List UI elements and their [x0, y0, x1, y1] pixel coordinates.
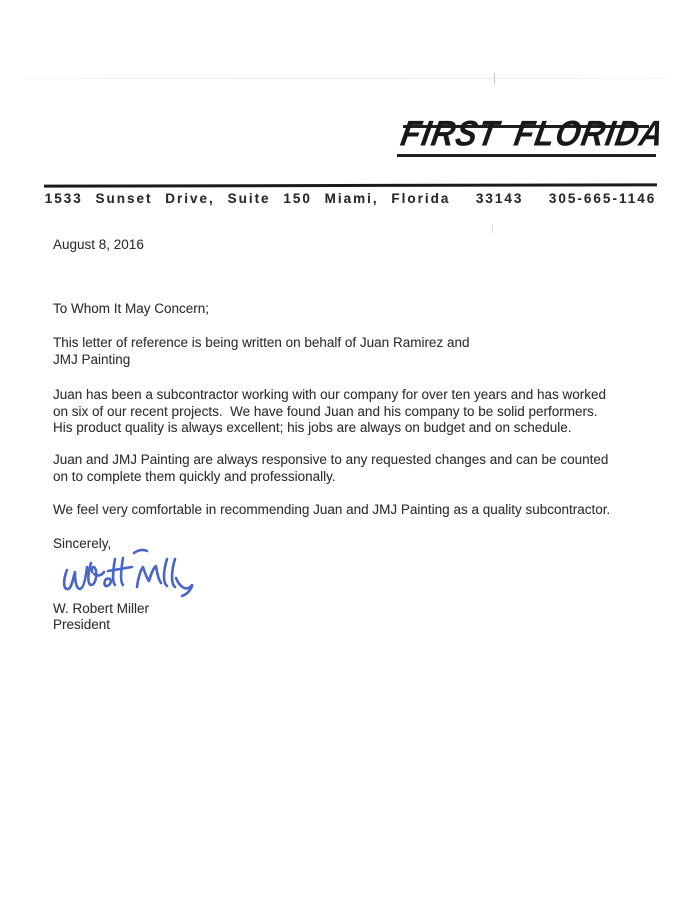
paragraph-3: [53, 452, 608, 485]
paragraph-1: [53, 335, 469, 368]
salutation: To Whom It May Concern;: [53, 301, 210, 316]
paragraph-line: His product quality is always excellent; his jobs are always on budget and on schedule.: [53, 420, 572, 436]
scan-artifact-tick: [494, 73, 495, 84]
signature-ink-icon: [58, 545, 198, 603]
scan-artifact-tick: [492, 224, 493, 233]
letterhead-address: 1533 Sunset Drive, Suite 150 Miami, Florida 33143 305-665-1146: [44, 191, 657, 206]
closing: Sincerely,: [53, 536, 112, 551]
signer-title: President: [53, 617, 111, 632]
paragraph-line: Juan and JMJ Painting are always responsive to any requested changes and can be counted: [53, 452, 609, 467]
signer-name: W. Robert Miller: [53, 601, 150, 616]
letterhead-rule: [44, 183, 657, 187]
scan-artifact-line: [28, 78, 669, 79]
signature-handwriting: [58, 545, 198, 603]
company-name: FIRST FLORIDA: [397, 113, 668, 154]
paragraph-line: Juan has been a subcontractor working with our company for over ten years and has worked: [53, 387, 607, 402]
paragraph-line: JMJ Painting: [53, 351, 131, 367]
paragraph-2: [53, 387, 606, 437]
paragraph-line: on to complete them quickly and professionally.: [53, 468, 336, 484]
letterhead-logo: [396, 108, 668, 170]
date-line: August 8, 2016: [53, 237, 144, 252]
paragraph-line: on six of our recent projects. We have found Juan and his company to be solid performers.: [53, 403, 598, 419]
paragraph-line: This letter of reference is being written on behalf of Juan Ramirez and: [53, 335, 470, 350]
paragraph-4: [53, 502, 610, 519]
paragraph-line: We feel very comfortable in recommending Juan and JMJ Painting as a quality subcontractor.: [53, 502, 611, 517]
